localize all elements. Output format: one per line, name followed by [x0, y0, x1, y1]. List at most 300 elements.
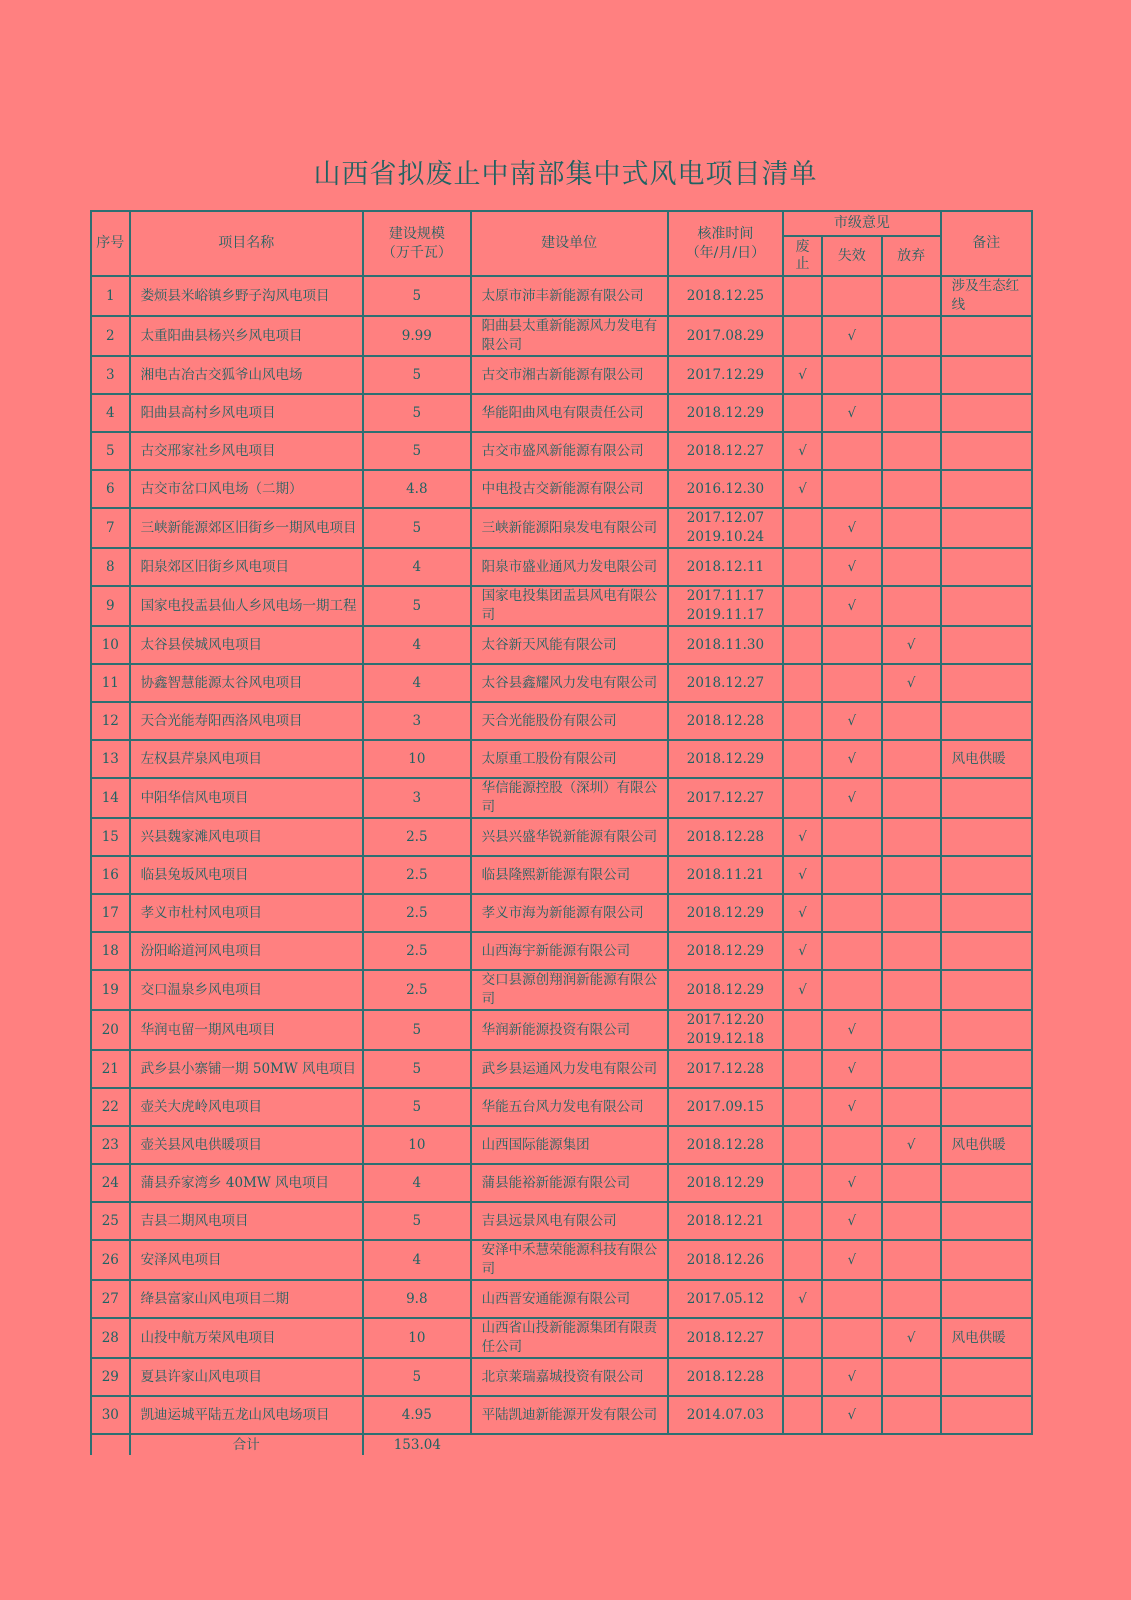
table-row — [91, 586, 1032, 626]
cell-project-name: 凯迪运城平陆五龙山风电场项目 — [130, 1396, 363, 1434]
table-row — [91, 740, 1032, 778]
cell-abolish: √ — [783, 1280, 822, 1318]
cell-invalid — [822, 818, 882, 856]
cell-scale: 2.5 — [363, 970, 471, 1010]
cell-invalid — [822, 1126, 882, 1164]
cell-abolish: √ — [783, 856, 822, 894]
table-row — [91, 856, 1032, 894]
cell-remark — [941, 894, 1032, 932]
table-row — [91, 932, 1032, 970]
cell-no: 14 — [91, 778, 130, 818]
cell-project-name: 湘电古冶古交狐爷山风电场 — [130, 356, 363, 394]
cell-abandon — [882, 316, 941, 356]
cell-abandon — [882, 1010, 941, 1050]
cell-invalid — [822, 856, 882, 894]
cell-date: 2017.11.17 2019.11.17 — [668, 586, 784, 626]
cell-remark — [941, 1010, 1032, 1050]
cell-unit: 中电投古交新能源有限公司 — [471, 470, 668, 508]
cell-abolish — [783, 1358, 822, 1396]
cell-date: 2017.12.07 2019.10.24 — [668, 508, 784, 548]
cell-abandon — [882, 432, 941, 470]
cell-remark: 风电供暖 — [941, 1126, 1032, 1164]
cell-remark — [941, 1358, 1032, 1396]
cell-remark — [941, 316, 1032, 356]
cell-invalid: √ — [822, 1202, 882, 1240]
cell-unit: 阳泉市盛业通风力发电限公司 — [471, 548, 668, 586]
cell-project-name: 交口温泉乡风电项目 — [130, 970, 363, 1010]
cell-abolish — [783, 1164, 822, 1202]
cell-project-name: 协鑫智慧能源太谷风电项目 — [130, 664, 363, 702]
cell-unit: 阳曲县太重新能源风力发电有限公司 — [471, 316, 668, 356]
cell-no: 19 — [91, 970, 130, 1010]
cell-abandon — [882, 394, 941, 432]
cell-invalid: √ — [822, 1164, 882, 1202]
cell-abolish: √ — [783, 432, 822, 470]
cell-remark — [941, 470, 1032, 508]
header-city-opinion: 市级意见 — [783, 211, 940, 236]
cell-project-name: 孝义市杜村风电项目 — [130, 894, 363, 932]
cell-abandon — [882, 1050, 941, 1088]
cell-no: 23 — [91, 1126, 130, 1164]
cell-abandon — [882, 1164, 941, 1202]
cell-invalid — [822, 1318, 882, 1358]
cell-scale: 4 — [363, 548, 471, 586]
total-label: 合计 — [130, 1434, 363, 1455]
cell-date: 2016.12.30 — [668, 470, 784, 508]
cell-remark: 风电供暖 — [941, 1318, 1032, 1358]
cell-no: 24 — [91, 1164, 130, 1202]
cell-unit: 武乡县运通风力发电有限公司 — [471, 1050, 668, 1088]
cell-project-name: 蒲县乔家湾乡 40MW 风电项目 — [130, 1164, 363, 1202]
cell-abolish — [783, 586, 822, 626]
cell-no: 1 — [91, 276, 130, 316]
cell-scale: 5 — [363, 1358, 471, 1396]
cell-no: 10 — [91, 626, 130, 664]
cell-remark — [941, 1088, 1032, 1126]
cell-no: 7 — [91, 508, 130, 548]
table-row — [91, 356, 1032, 394]
cell-project-name: 古交市岔口风电场（二期） — [130, 470, 363, 508]
cell-no: 11 — [91, 664, 130, 702]
table-row — [91, 470, 1032, 508]
cell-remark — [941, 1240, 1032, 1280]
cell-project-name: 三峡新能源郊区旧街乡一期风电项目 — [130, 508, 363, 548]
cell-no: 20 — [91, 1010, 130, 1050]
cell-date: 2017.09.15 — [668, 1088, 784, 1126]
cell-date: 2018.11.21 — [668, 856, 784, 894]
cell-scale: 4.95 — [363, 1396, 471, 1434]
cell-invalid — [822, 894, 882, 932]
cell-scale: 10 — [363, 1318, 471, 1358]
table-row — [91, 394, 1032, 432]
table-row — [91, 316, 1032, 356]
cell-no: 13 — [91, 740, 130, 778]
cell-invalid — [822, 470, 882, 508]
table-row — [91, 702, 1032, 740]
cell-no: 2 — [91, 316, 130, 356]
cell-abandon — [882, 818, 941, 856]
cell-unit: 太谷县鑫耀风力发电有限公司 — [471, 664, 668, 702]
cell-scale: 5 — [363, 1088, 471, 1126]
cell-remark — [941, 1280, 1032, 1318]
cell-abandon — [882, 778, 941, 818]
cell-abandon — [882, 1358, 941, 1396]
table-row — [91, 818, 1032, 856]
cell-abolish — [783, 702, 822, 740]
cell-date: 2018.12.25 — [668, 276, 784, 316]
cell-remark — [941, 394, 1032, 432]
cell-abolish — [783, 1088, 822, 1126]
cell-abandon — [882, 1396, 941, 1434]
cell-date: 2018.12.28 — [668, 1358, 784, 1396]
cell-no: 17 — [91, 894, 130, 932]
cell-abolish — [783, 664, 822, 702]
cell-unit: 山西省山投新能源集团有限责任公司 — [471, 1318, 668, 1358]
cell-date: 2018.12.28 — [668, 702, 784, 740]
cell-invalid: √ — [822, 1240, 882, 1280]
cell-date: 2018.12.29 — [668, 1164, 784, 1202]
cell-abandon: √ — [882, 1318, 941, 1358]
cell-unit: 国家电投集团盂县风电有限公司 — [471, 586, 668, 626]
table-row — [91, 1010, 1032, 1050]
cell-scale: 3 — [363, 778, 471, 818]
cell-unit: 山西晋安通能源有限公司 — [471, 1280, 668, 1318]
cell-unit: 平陆凯迪新能源开发有限公司 — [471, 1396, 668, 1434]
cell-unit: 太原重工股份有限公司 — [471, 740, 668, 778]
cell-date: 2014.07.03 — [668, 1396, 784, 1434]
document-title: 山西省拟废止中南部集中式风电项目清单 — [313, 159, 818, 190]
cell-unit: 临县隆熙新能源有限公司 — [471, 856, 668, 894]
cell-date: 2018.12.27 — [668, 664, 784, 702]
cell-no: 16 — [91, 856, 130, 894]
table-row — [91, 1280, 1032, 1318]
cell-abolish — [783, 394, 822, 432]
cell-remark — [941, 702, 1032, 740]
cell-no: 12 — [91, 702, 130, 740]
cell-abolish — [783, 1050, 822, 1088]
cell-abandon: √ — [882, 664, 941, 702]
cell-abandon — [882, 894, 941, 932]
cell-unit: 北京莱瑞嘉城投资有限公司 — [471, 1358, 668, 1396]
table-row — [91, 1358, 1032, 1396]
cell-project-name: 古交邢家社乡风电项目 — [130, 432, 363, 470]
cell-date: 2017.05.12 — [668, 1280, 784, 1318]
cell-project-name: 壶关县风电供暖项目 — [130, 1126, 363, 1164]
header-scale: 建设规模 （万千瓦） — [363, 211, 471, 276]
cell-invalid: √ — [822, 778, 882, 818]
cell-project-name: 武乡县小寨铺一期 50MW 风电项目 — [130, 1050, 363, 1088]
cell-abandon — [882, 970, 941, 1010]
cell-invalid — [822, 276, 882, 316]
cell-abolish — [783, 740, 822, 778]
cell-project-name: 临县兔坂风电项目 — [130, 856, 363, 894]
header-invalid: 失效 — [822, 236, 882, 276]
cell-invalid: √ — [822, 1358, 882, 1396]
cell-remark: 风电供暖 — [941, 740, 1032, 778]
cell-scale: 9.99 — [363, 316, 471, 356]
cell-unit: 交口县源创翔润新能源有限公司 — [471, 970, 668, 1010]
cell-unit: 兴县兴盛华锐新能源有限公司 — [471, 818, 668, 856]
cell-scale: 2.5 — [363, 894, 471, 932]
cell-project-name: 太重阳曲县杨兴乡风电项目 — [130, 316, 363, 356]
cell-unit: 孝义市海为新能源有限公司 — [471, 894, 668, 932]
cell-scale: 4.8 — [363, 470, 471, 508]
cell-scale: 2.5 — [363, 932, 471, 970]
cell-unit: 三峡新能源阳泉发电有限公司 — [471, 508, 668, 548]
cell-project-name: 阳曲县高村乡风电项目 — [130, 394, 363, 432]
table-row — [91, 508, 1032, 548]
cell-abandon — [882, 932, 941, 970]
cell-project-name: 天合光能寿阳西洛风电项目 — [130, 702, 363, 740]
cell-abandon — [882, 470, 941, 508]
cell-no: 25 — [91, 1202, 130, 1240]
cell-abandon — [882, 276, 941, 316]
cell-unit: 华润新能源投资有限公司 — [471, 1010, 668, 1050]
cell-abolish — [783, 316, 822, 356]
cell-invalid: √ — [822, 508, 882, 548]
cell-unit: 山西国际能源集团 — [471, 1126, 668, 1164]
header-no: 序号 — [91, 211, 130, 276]
cell-invalid: √ — [822, 1088, 882, 1126]
cell-no: 27 — [91, 1280, 130, 1318]
cell-date: 2017.08.29 — [668, 316, 784, 356]
cell-project-name: 太谷县侯城风电项目 — [130, 626, 363, 664]
cell-abolish: √ — [783, 970, 822, 1010]
cell-remark — [941, 1164, 1032, 1202]
cell-remark — [941, 432, 1032, 470]
cell-date: 2018.12.11 — [668, 548, 784, 586]
cell-date: 2017.12.29 — [668, 356, 784, 394]
cell-remark — [941, 856, 1032, 894]
cell-no: 6 — [91, 470, 130, 508]
cell-remark — [941, 818, 1032, 856]
cell-scale: 5 — [363, 432, 471, 470]
cell-abandon — [882, 702, 941, 740]
cell-project-name: 阳泉郊区旧街乡风电项目 — [130, 548, 363, 586]
cell-scale: 10 — [363, 1126, 471, 1164]
cell-scale: 4 — [363, 1240, 471, 1280]
cell-invalid — [822, 356, 882, 394]
cell-no: 28 — [91, 1318, 130, 1358]
cell-date: 2018.12.21 — [668, 1202, 784, 1240]
cell-invalid: √ — [822, 740, 882, 778]
cell-invalid — [822, 970, 882, 1010]
cell-remark — [941, 1202, 1032, 1240]
cell-scale: 4 — [363, 664, 471, 702]
cell-abolish — [783, 1318, 822, 1358]
cell-project-name: 夏县许家山风电项目 — [130, 1358, 363, 1396]
table-row — [91, 664, 1032, 702]
cell-invalid: √ — [822, 1050, 882, 1088]
cell-no: 8 — [91, 548, 130, 586]
cell-date: 2018.12.29 — [668, 740, 784, 778]
cell-no: 21 — [91, 1050, 130, 1088]
cell-date: 2018.12.26 — [668, 1240, 784, 1280]
cell-project-name: 华润屯留一期风电项目 — [130, 1010, 363, 1050]
cell-remark — [941, 932, 1032, 970]
cell-invalid: √ — [822, 1010, 882, 1050]
cell-project-name: 汾阳峪道河风电项目 — [130, 932, 363, 970]
cell-abolish: √ — [783, 932, 822, 970]
cell-scale: 2.5 — [363, 818, 471, 856]
cell-remark: 涉及生态红线 — [941, 276, 1032, 316]
cell-scale: 2.5 — [363, 856, 471, 894]
cell-no: 22 — [91, 1088, 130, 1126]
cell-invalid: √ — [822, 316, 882, 356]
cell-invalid — [822, 432, 882, 470]
cell-abandon — [882, 586, 941, 626]
cell-project-name: 安泽风电项目 — [130, 1240, 363, 1280]
cell-invalid: √ — [822, 548, 882, 586]
cell-scale: 5 — [363, 1010, 471, 1050]
cell-abandon: √ — [882, 626, 941, 664]
cell-date: 2018.12.29 — [668, 932, 784, 970]
cell-abolish — [783, 1396, 822, 1434]
cell-date: 2018.12.29 — [668, 894, 784, 932]
cell-date: 2018.12.27 — [668, 1318, 784, 1358]
table-row — [91, 276, 1032, 316]
cell-scale: 10 — [363, 740, 471, 778]
cell-no: 4 — [91, 394, 130, 432]
cell-unit: 天合光能股份有限公司 — [471, 702, 668, 740]
cell-unit: 华能阳曲风电有限责任公司 — [471, 394, 668, 432]
table-row — [91, 1050, 1032, 1088]
cell-invalid: √ — [822, 394, 882, 432]
cell-abandon: √ — [882, 1126, 941, 1164]
cell-abolish: √ — [783, 470, 822, 508]
cell-invalid — [822, 1280, 882, 1318]
table-row — [91, 1202, 1032, 1240]
cell-abolish: √ — [783, 356, 822, 394]
cell-remark — [941, 508, 1032, 548]
cell-abolish — [783, 1202, 822, 1240]
cell-invalid: √ — [822, 702, 882, 740]
cell-abolish — [783, 778, 822, 818]
cell-date: 2017.12.27 — [668, 778, 784, 818]
cell-date: 2018.12.27 — [668, 432, 784, 470]
cell-invalid — [822, 932, 882, 970]
cell-invalid — [822, 664, 882, 702]
cell-scale: 5 — [363, 586, 471, 626]
table-row — [91, 1126, 1032, 1164]
cell-project-name: 中阳华信风电项目 — [130, 778, 363, 818]
cell-project-name: 吉县二期风电项目 — [130, 1202, 363, 1240]
cell-date: 2017.12.28 — [668, 1050, 784, 1088]
cell-remark — [941, 664, 1032, 702]
table-row — [91, 894, 1032, 932]
cell-date: 2018.12.29 — [668, 970, 784, 1010]
cell-scale: 5 — [363, 394, 471, 432]
header-unit: 建设单位 — [471, 211, 668, 276]
table-row — [91, 1164, 1032, 1202]
cell-abolish — [783, 626, 822, 664]
cell-scale: 9.8 — [363, 1280, 471, 1318]
cell-date: 2018.12.28 — [668, 818, 784, 856]
cell-date: 2018.12.29 — [668, 394, 784, 432]
cell-no: 9 — [91, 586, 130, 626]
cell-unit: 山西海宇新能源有限公司 — [471, 932, 668, 970]
cell-remark — [941, 586, 1032, 626]
cell-abandon — [882, 1202, 941, 1240]
header-abolish: 废止 — [783, 236, 822, 276]
cell-date: 2018.11.30 — [668, 626, 784, 664]
cell-invalid: √ — [822, 1396, 882, 1434]
cell-no: 5 — [91, 432, 130, 470]
cell-no: 15 — [91, 818, 130, 856]
cell-abandon — [882, 856, 941, 894]
cell-date: 2018.12.28 — [668, 1126, 784, 1164]
total-scale: 153.04 — [363, 1434, 471, 1455]
cell-abolish — [783, 548, 822, 586]
cell-no: 3 — [91, 356, 130, 394]
cell-unit: 华信能源控股（深圳）有限公司 — [471, 778, 668, 818]
table-row — [91, 1396, 1032, 1434]
cell-project-name: 兴县魏家滩风电项目 — [130, 818, 363, 856]
table-row — [91, 970, 1032, 1010]
cell-abandon — [882, 1240, 941, 1280]
cell-unit: 华能五台风力发电有限公司 — [471, 1088, 668, 1126]
cell-project-name: 左权县芹泉风电项目 — [130, 740, 363, 778]
cell-abolish — [783, 1126, 822, 1164]
cell-remark — [941, 778, 1032, 818]
header-abandon: 放弃 — [882, 236, 941, 276]
cell-abandon — [882, 1280, 941, 1318]
cell-project-name: 山投中航万荣风电项目 — [130, 1318, 363, 1358]
table-body — [91, 276, 1032, 1434]
cell-abolish: √ — [783, 894, 822, 932]
table-row — [91, 432, 1032, 470]
cell-abandon — [882, 508, 941, 548]
cell-abolish — [783, 508, 822, 548]
cell-invalid: √ — [822, 586, 882, 626]
cell-invalid — [822, 626, 882, 664]
cell-scale: 5 — [363, 508, 471, 548]
cell-unit: 太原市沛丰新能源有限公司 — [471, 276, 668, 316]
cell-remark — [941, 626, 1032, 664]
table-row — [91, 1240, 1032, 1280]
cell-abolish: √ — [783, 818, 822, 856]
cell-no: 30 — [91, 1396, 130, 1434]
cell-scale: 4 — [363, 626, 471, 664]
header-date: 核准时间 （年/月/日） — [668, 211, 784, 276]
cell-project-name: 绛县富家山风电项目二期 — [130, 1280, 363, 1318]
header-name: 项目名称 — [130, 211, 363, 276]
cell-remark — [941, 548, 1032, 586]
total-row — [91, 1434, 1032, 1455]
table-row — [91, 1088, 1032, 1126]
cell-date: 2017.12.20 2019.12.18 — [668, 1010, 784, 1050]
cell-abandon — [882, 740, 941, 778]
table-row — [91, 626, 1032, 664]
cell-scale: 3 — [363, 702, 471, 740]
table-row — [91, 1318, 1032, 1358]
cell-project-name: 国家电投盂县仙人乡风电场一期工程 — [130, 586, 363, 626]
cell-remark — [941, 970, 1032, 1010]
cell-remark — [941, 356, 1032, 394]
cell-no: 26 — [91, 1240, 130, 1280]
table-row — [91, 548, 1032, 586]
cell-unit: 吉县远景风电有限公司 — [471, 1202, 668, 1240]
header-remark: 备注 — [941, 211, 1032, 276]
cell-scale: 5 — [363, 1050, 471, 1088]
cell-unit: 古交市盛风新能源有限公司 — [471, 432, 668, 470]
cell-unit: 太谷新天风能有限公司 — [471, 626, 668, 664]
cell-abolish — [783, 1240, 822, 1280]
cell-abandon — [882, 356, 941, 394]
cell-remark — [941, 1396, 1032, 1434]
cell-no: 18 — [91, 932, 130, 970]
table-row — [91, 778, 1032, 818]
